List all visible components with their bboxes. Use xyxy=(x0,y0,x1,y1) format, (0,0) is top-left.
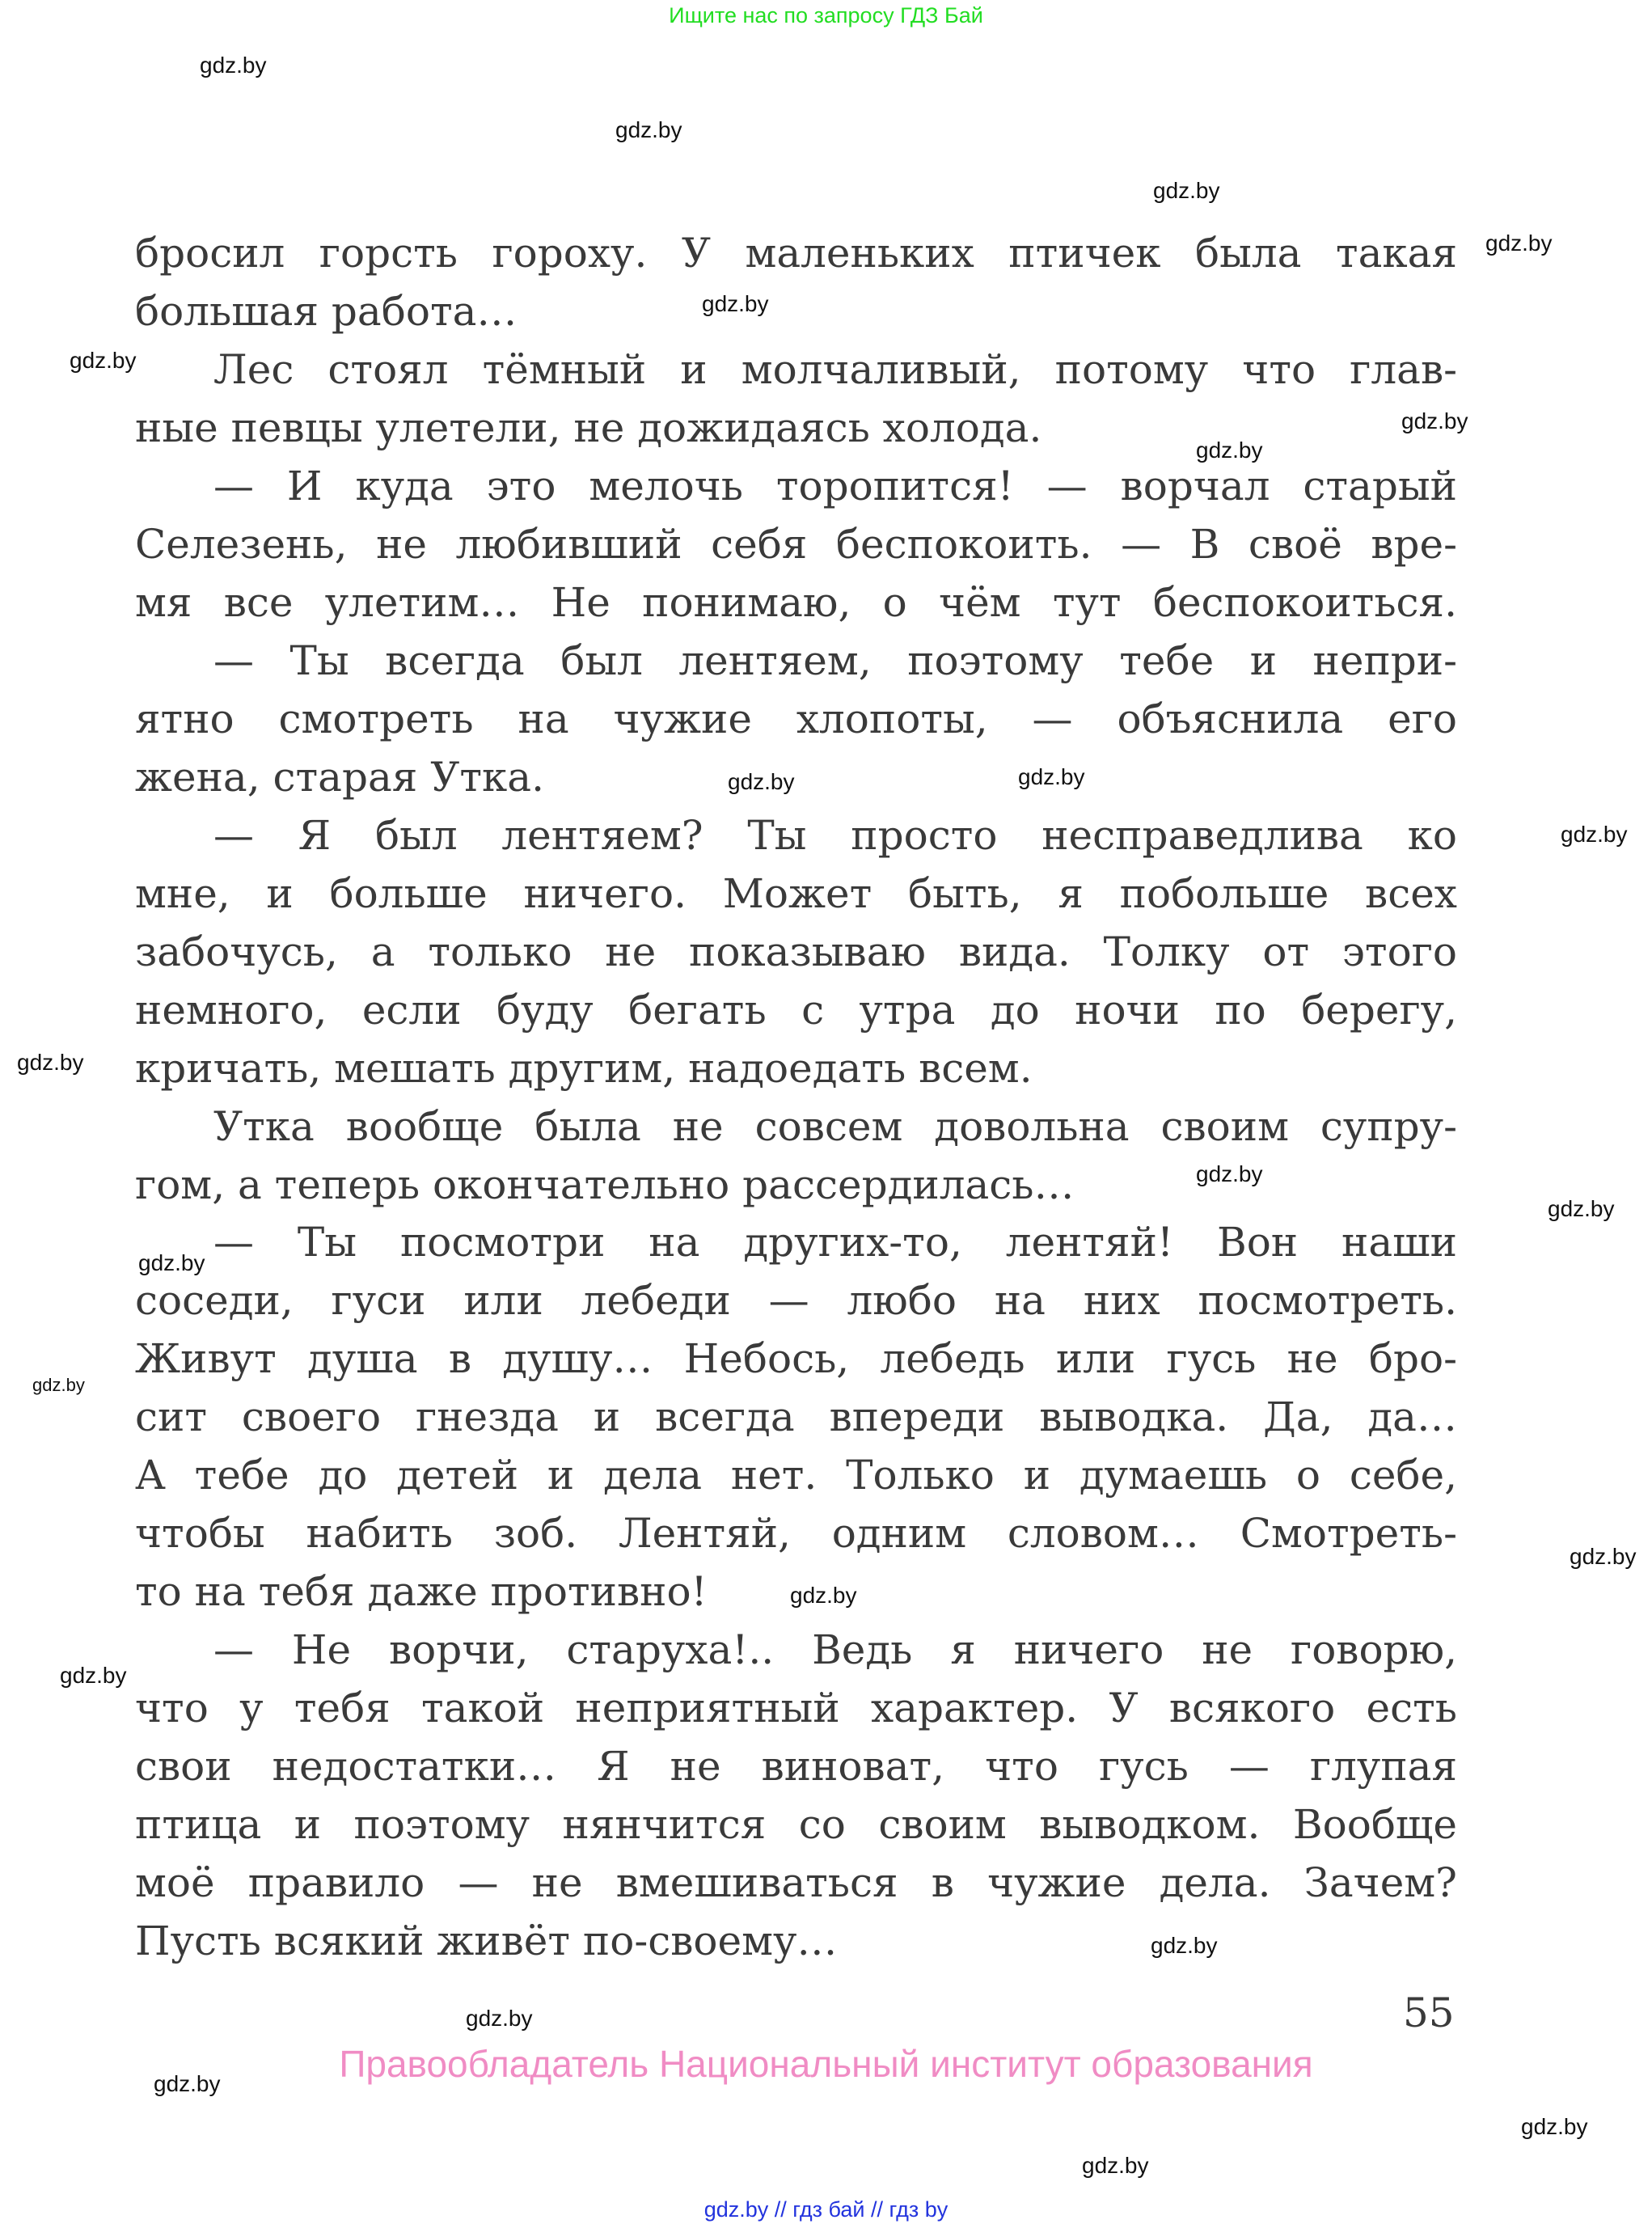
watermark: gdz.by xyxy=(1561,822,1628,847)
text-line: что у тебя такой неприятный характер. У всякого есть xyxy=(135,1685,1457,1732)
bottom-links[interactable]: gdz.by // гдз бай // гдз by xyxy=(703,2197,949,2222)
watermark: gdz.by xyxy=(154,2071,221,2096)
text-line: — И куда это мелочь торопится! — ворчал старый xyxy=(213,462,1457,509)
watermark: gdz.by xyxy=(615,117,682,142)
watermark: gdz.by xyxy=(1485,230,1553,256)
text-line: немного, если буду бегать с утра до ночи по берегу, xyxy=(135,986,1457,1034)
text-line: мне, и больше ничего. Может быть, я побольше всех xyxy=(135,869,1457,917)
watermark: gdz.by xyxy=(1151,1933,1218,1958)
watermark: gdz.by xyxy=(1196,438,1263,463)
watermark: gdz.by xyxy=(138,1250,205,1275)
watermark: gdz.by xyxy=(1018,764,1085,789)
text-line: Селезень, не любивший себя беспокоить. — В своё вре- xyxy=(135,520,1457,568)
watermark: gdz.by xyxy=(200,53,267,78)
text-line: Лес стоял тёмный и молчаливый, потому что глав- xyxy=(213,345,1457,393)
text-line: бросил горсть гороху. У маленьких птичек была такая xyxy=(135,230,1457,277)
text-line: свои недостатки… Я не виноват, что гусь — глупая xyxy=(135,1743,1457,1791)
watermark: gdz.by xyxy=(1196,1161,1263,1186)
text-line: — Ты посмотри на других-то, лентяй! Вон наши xyxy=(213,1219,1457,1266)
watermark: gdz.by xyxy=(1570,1544,1637,1569)
watermark: gdz.by xyxy=(17,1050,84,1075)
watermark: gdz.by xyxy=(1401,408,1468,433)
watermark: gdz.by xyxy=(60,1663,127,1688)
text-line: чтобы набить зоб. Лентяй, одним словом… Смотреть- xyxy=(135,1510,1457,1558)
text-line: жена, старая Утка. xyxy=(135,753,544,801)
watermark: gdz.by xyxy=(1548,1196,1615,1221)
text-line: то на тебя даже противно! xyxy=(135,1568,708,1616)
watermark: gdz.by xyxy=(70,348,137,373)
watermark: gdz.by xyxy=(1521,2114,1588,2139)
text-line: птица и поэтому нянчится со своим выводком. Вообще xyxy=(135,1801,1457,1849)
text-line: большая работа… xyxy=(135,287,518,335)
text-line: кричать, мешать другим, надоедать всем. xyxy=(135,1044,1033,1092)
text-line: гом, а теперь окончательно рассердилась… xyxy=(135,1161,1075,1208)
copyright-footer: Правообладатель Национальный институт образования xyxy=(339,2043,1313,2085)
text-line: — Я был лентяем? Ты просто несправедлива ко xyxy=(213,811,1457,859)
watermark: gdz.by xyxy=(702,291,769,316)
text-line: Пусть всякий живёт по-своему… xyxy=(135,1917,838,1965)
watermark: gdz.by xyxy=(728,769,795,794)
text-line: моё правило — не вмешиваться в чужие дела. Зачем? xyxy=(135,1859,1457,1907)
text-line: соседи, гуси или лебеди — любо на них посмотреть. xyxy=(135,1277,1457,1325)
text-line: забочусь, а только не показываю вида. Толку от этого xyxy=(135,928,1457,975)
text-line: Живут душа в душу… Небось, лебедь или гусь не бро- xyxy=(135,1335,1457,1383)
text-line: сит своего гнезда и всегда впереди выводка. Да, да… xyxy=(135,1393,1457,1441)
text-line: А тебе до детей и дела нет. Только и думаешь о себе, xyxy=(135,1452,1457,1499)
watermark: gdz.by xyxy=(466,2006,533,2031)
text-line: — Ты всегда был лентяем, поэтому тебе и непри- xyxy=(213,636,1457,684)
text-line: Утка вообще была не совсем довольна своим супру- xyxy=(213,1102,1457,1150)
watermark: gdz.by xyxy=(32,1375,85,1395)
text-line: мя все улетим… Не понимаю, о чём тут беспокоиться. xyxy=(135,578,1457,626)
text-line: — Не ворчи, старуха!.. Ведь я ничего не говорю, xyxy=(213,1626,1457,1674)
watermark: gdz.by xyxy=(790,1583,857,1608)
text-line: ные певцы улетели, не дожидаясь холода. xyxy=(135,404,1042,451)
top-banner[interactable]: Ищите нас по запросу ГДЗ Бай xyxy=(669,3,983,27)
watermark: gdz.by xyxy=(1082,2153,1149,2178)
text-line: ятно смотреть на чужие хлопоты, — объяснила его xyxy=(135,695,1457,742)
page-number: 55 xyxy=(1403,1989,1455,2036)
watermark: gdz.by xyxy=(1153,178,1220,203)
